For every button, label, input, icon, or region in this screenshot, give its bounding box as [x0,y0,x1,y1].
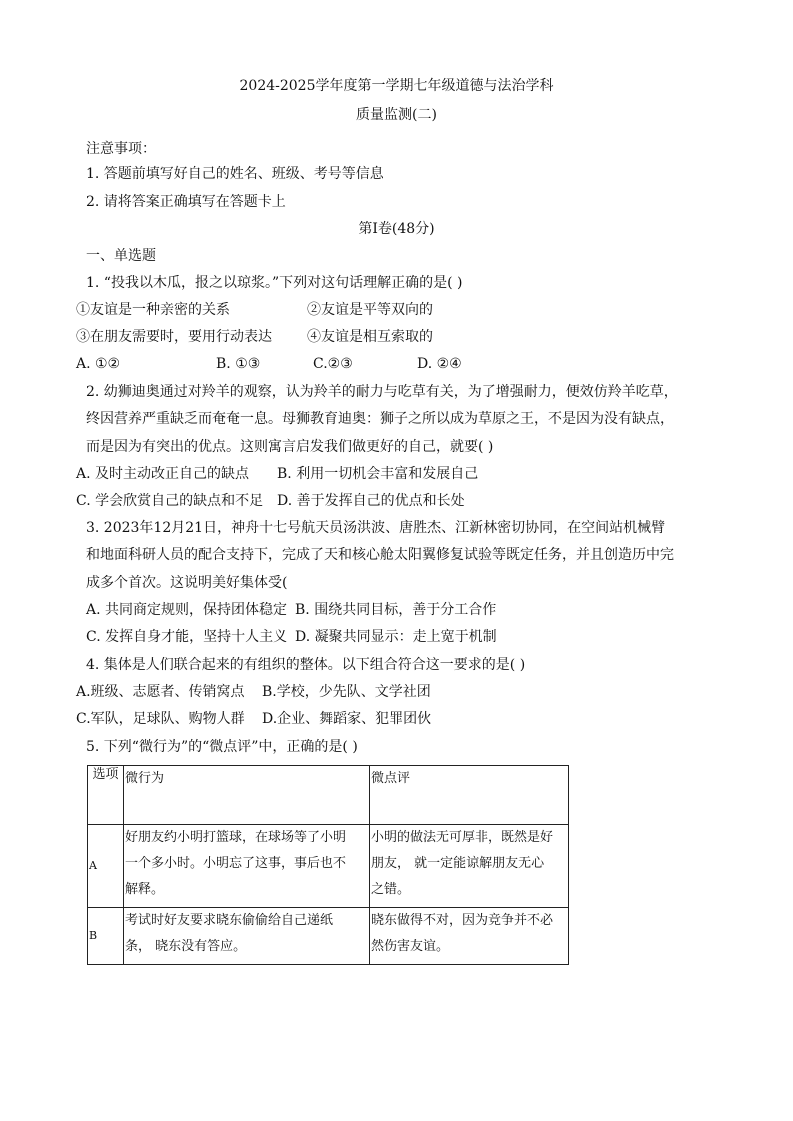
q4-option: B.学校，少先队、文学社团 [262,684,431,700]
q3-stem-line: 成多个首次。这说明美好集体受( [86,575,288,591]
notice-item: 2. 请将答案正确填写在答题卡上 [86,194,286,210]
cell-line: 考试时好友要求晓东偷偷给自己递纸 [125,913,334,928]
q4-option: D.企业、舞蹈家、犯罪团伙 [262,711,432,727]
q3-stem-line: 3. 2023年12月21日，神舟十七号航天员汤洪波、唐胜杰、江新林密切协同，在空间站机械臂 [86,520,666,536]
q2-option: C. 学会欣赏自己的缺点和不足 [76,493,264,509]
q1-option: B. ①③ [216,356,261,372]
cell-line: 条， 晓东没有答应。 [125,939,247,954]
header-option: 选项 [88,766,124,825]
cell-line: 晓东做得不对，因为竞争并不必 [371,913,554,928]
comment-cell [370,908,569,965]
comment-cell [370,825,569,908]
table-header-row [88,766,569,825]
part-heading: 一、单选题 [86,248,156,264]
q2-option: A. 及时主动改正自己的缺点 [76,466,250,482]
q5-stem: 5. 下列“微行为”的“微点评”中，正确的是( ) [86,739,358,755]
q4-stem: 4. 集体是人们联合起来的有组织的整体。以下组合符合这一要求的是( ) [86,657,526,673]
q4-options-row [76,682,716,702]
cell-line: 朋友， 就一定能谅解朋友无心 [371,856,545,871]
q3-options-row [86,627,726,647]
q5-table [87,765,569,965]
q2-options-row [76,491,716,511]
exam-title: 2024-2025学年度第一学期七年级道德与法治学科 [239,78,554,94]
notice-item: 1. 答题前填写好自己的姓名、班级、考号等信息 [86,166,384,182]
q1-option: C.②③ [313,356,353,372]
q1-statements-row [76,327,716,347]
q1-stem: 1. “投我以木瓜，报之以琼浆。”下列对这句话理解正确的是( ) [86,275,463,291]
q3-option: B. 围绕共同目标，善于分工合作 [295,602,497,618]
cell-line: 小明的做法无可厚非，既然是好 [371,830,554,845]
behavior-cell [124,908,370,965]
q1-statement: ③在朋友需要时，要用行动表达 [76,329,272,345]
q3-options-row [86,600,726,620]
row-label: A [88,825,124,908]
q2-options-row [76,464,716,484]
q1-statement: ①友谊是一种亲密的关系 [76,302,230,318]
header-comment: 微点评 [370,766,569,825]
q4-options-row [76,709,716,729]
cell-line: 之错。 [371,882,411,897]
q1-options-row [76,354,716,374]
cell-line: 一个多小时。小明忘了这事，事后也不 [125,856,347,871]
exam-subtitle: 质量监测(二) [356,107,437,123]
cell-line: 然伤害友谊。 [371,939,450,954]
q2-option: B. 利用一切机会丰富和发展自己 [277,466,479,482]
q2-stem-line: 而是因为有突出的优点。这则寓言启发我们做更好的自己，就要( ) [86,439,494,455]
q1-option: A. ①② [76,356,121,372]
table-row [88,908,569,965]
cell-line: 解释。 [125,882,165,897]
notice-heading: 注意事项： [86,141,156,157]
q3-option: C. 发挥自身才能，坚持十人主义 [86,629,288,645]
q3-option: D. 凝聚共同显示：走上宽于机制 [295,629,497,645]
cell-line: 好朋友约小明打篮球，在球场等了小明 [125,830,347,845]
q1-option: D. ②④ [417,356,462,372]
q3-option: A. 共同商定规则，保持团体稳定 [86,602,288,618]
table-row [88,825,569,908]
q1-statements-row [76,300,716,320]
q1-statement: ④友谊是相互索取的 [307,329,433,345]
behavior-cell [124,825,370,908]
q4-option: C.军队，足球队、购物人群 [76,711,245,727]
q2-stem-line: 2. 幼狮迪奥通过对羚羊的观察，认为羚羊的耐力与吃草有关，为了增强耐力，便效仿羚羊吃草， [86,384,678,400]
q1-statement: ②友谊是平等双向的 [307,302,433,318]
q2-option: D. 善于发挥自己的优点和长处 [277,493,465,509]
q2-stem-line: 终因营养严重缺乏而奄奄一息。母狮教育迪奥：狮子之所以成为草原之王，不是因为没有缺点， [86,411,674,427]
q4-option: A.班级、志愿者、传销窝点 [76,684,245,700]
volume-heading: 第Ⅰ卷(48分) [358,221,435,237]
q3-stem-line: 和地面科研人员的配合支持下，完成了天和核心舱太阳翼修复试验等既定任务，并且创造历中完 [86,547,674,563]
row-label: B [88,908,124,965]
header-behavior: 微行为 [124,766,370,825]
